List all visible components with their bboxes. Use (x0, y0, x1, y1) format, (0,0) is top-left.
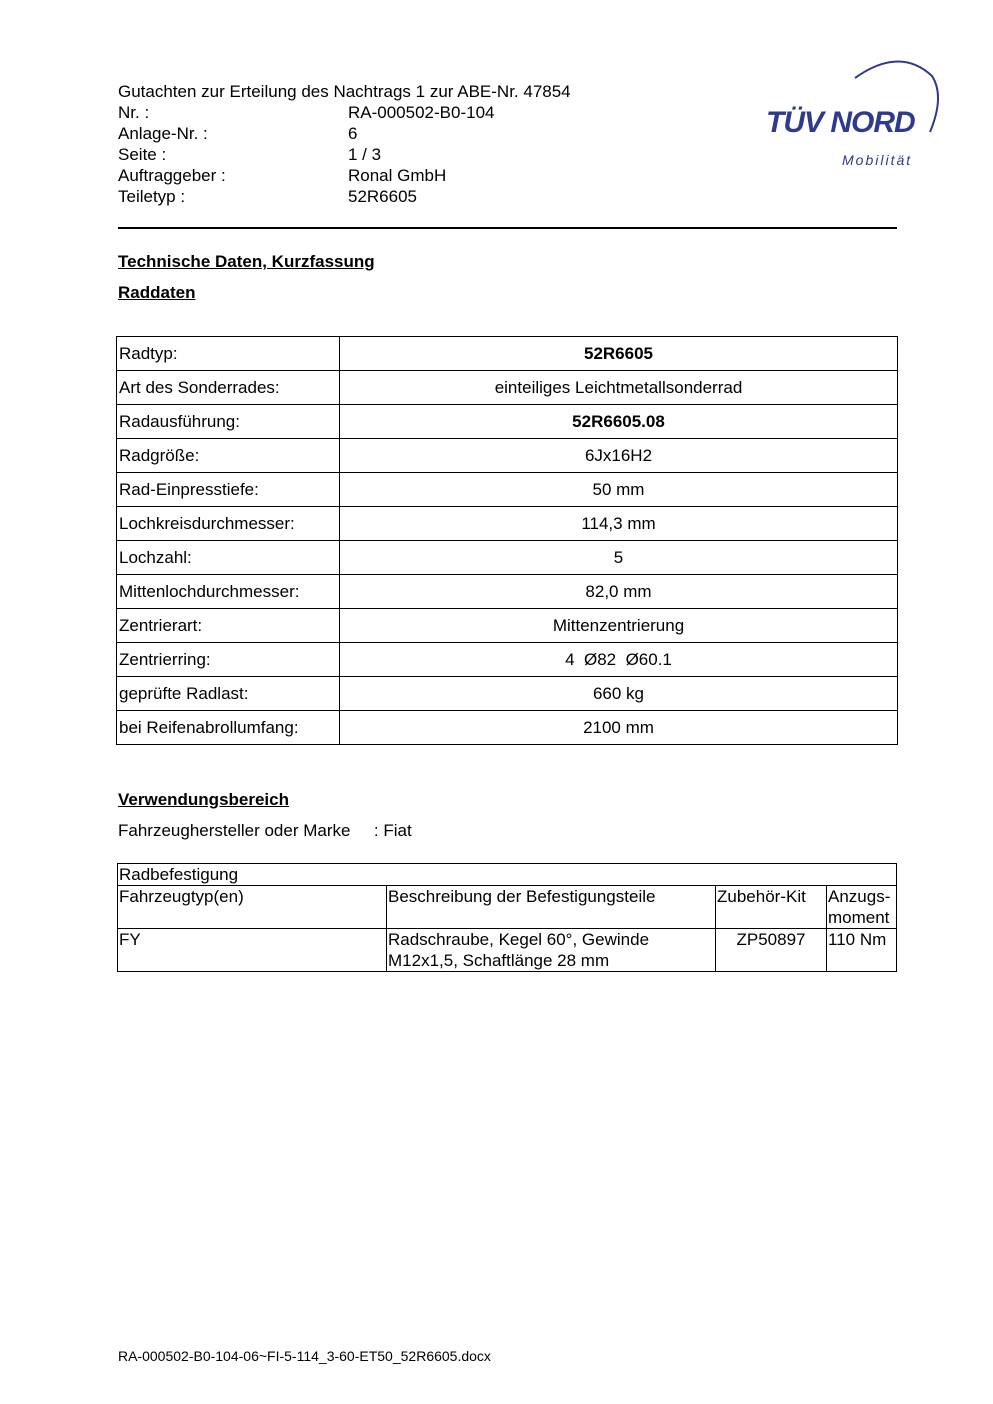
row-label: Lochkreisdurchmesser: (117, 507, 340, 541)
column-header: Beschreibung der Befestigungsteile (387, 886, 716, 929)
header-value: 1 / 3 (348, 145, 382, 164)
table-title-row (118, 864, 897, 886)
header-label: Seite : (118, 145, 167, 164)
header-row-attachment (118, 123, 638, 144)
row-value: 52R6605.08 (340, 405, 898, 439)
wheel-fixing-table (117, 863, 897, 972)
table-row (117, 337, 898, 371)
row-label: Rad-Einpresstiefe: (117, 473, 340, 507)
row-label: Zentrierring: (117, 643, 340, 677)
column-header: Fahrzeugtyp(en) (118, 886, 387, 929)
table-row (117, 711, 898, 745)
row-value: einteiliges Leichtmetallsonderrad (340, 371, 898, 405)
table-row (117, 677, 898, 711)
table-row (117, 507, 898, 541)
row-label: geprüfte Radlast: (117, 677, 340, 711)
manufacturer-value: Fiat (383, 821, 412, 840)
row-label: Radtyp: (117, 337, 340, 371)
row-value: 660 kg (340, 677, 898, 711)
row-value: 2100 mm (340, 711, 898, 745)
wheel-data-table (116, 336, 898, 745)
tuv-nord-logo (760, 56, 950, 176)
cell-torque: 110 Nm (827, 929, 897, 972)
row-value: 6Jx16H2 (340, 439, 898, 473)
report-title: Gutachten zur Erteilung des Nachtrags 1 zur ABE-Nr. 47854 (118, 82, 571, 101)
row-value: 52R6605 (340, 337, 898, 371)
logo-wordmark: TÜV NORD (766, 106, 915, 139)
row-label: Zentrierart: (117, 609, 340, 643)
table-row (117, 643, 898, 677)
table-row (117, 439, 898, 473)
cell-kit: ZP50897 (716, 929, 827, 972)
row-value: 4 Ø82 Ø60.1 (340, 643, 898, 677)
header-label: Teiletyp : (118, 187, 186, 206)
row-value: 5 (340, 541, 898, 575)
row-value: 114,3 mm (340, 507, 898, 541)
logo-subtitle: Mobilität (842, 152, 913, 168)
header-value: 52R6605 (348, 187, 418, 206)
table-row (117, 371, 898, 405)
header-row-client (118, 165, 638, 186)
row-label: Mittenlochdurchmesser: (117, 575, 340, 609)
header-row-number (118, 102, 638, 123)
header-value: RA-000502-B0-104 (348, 103, 495, 122)
header-label: Anlage-Nr. : (118, 124, 208, 143)
header-label: Nr. : (118, 103, 150, 122)
table-row (117, 609, 898, 643)
table-row (117, 541, 898, 575)
header-label: Auftraggeber : (118, 166, 226, 185)
table-row (118, 929, 897, 972)
row-value: 82,0 mm (340, 575, 898, 609)
header-row-part-type (118, 186, 638, 207)
row-label: Art des Sonderrades: (117, 371, 340, 405)
header-value: 6 (348, 124, 358, 143)
header-row-page (118, 144, 638, 165)
table-title: Radbefestigung (118, 864, 897, 886)
row-value: 50 mm (340, 473, 898, 507)
header-value: Ronal GmbH (348, 166, 447, 185)
table-row (117, 473, 898, 507)
cell-vehicle-type: FY (118, 929, 387, 972)
manufacturer-label: Fahrzeughersteller oder Marke (118, 821, 351, 840)
manufacturer-separator: : (373, 821, 379, 840)
column-header: Anzugs- moment (827, 886, 897, 929)
table-row (117, 575, 898, 609)
section-heading-usage: Verwendungsbereich (118, 790, 289, 809)
column-header: Zubehör-Kit (716, 886, 827, 929)
section-heading-technical: Technische Daten, Kurzfassung (118, 252, 375, 271)
row-value: Mittenzentrierung (340, 609, 898, 643)
table-row (117, 405, 898, 439)
document-header (118, 81, 638, 207)
row-label: Lochzahl: (117, 541, 340, 575)
row-label: Radausführung: (117, 405, 340, 439)
table-header-row (118, 886, 897, 929)
section-heading-wheel-data: Raddaten (118, 283, 196, 302)
cell-description: Radschraube, Kegel 60°, Gewinde M12x1,5, Schaftlänge 28 mm (387, 929, 716, 972)
manufacturer-line (118, 821, 412, 841)
row-label: Radgröße: (117, 439, 340, 473)
footer-filename: RA-000502-B0-104-06~FI-5-114_3-60-ET50_52R6605.docx (118, 1348, 491, 1364)
row-label: bei Reifenabrollumfang: (117, 711, 340, 745)
header-divider (118, 227, 897, 229)
